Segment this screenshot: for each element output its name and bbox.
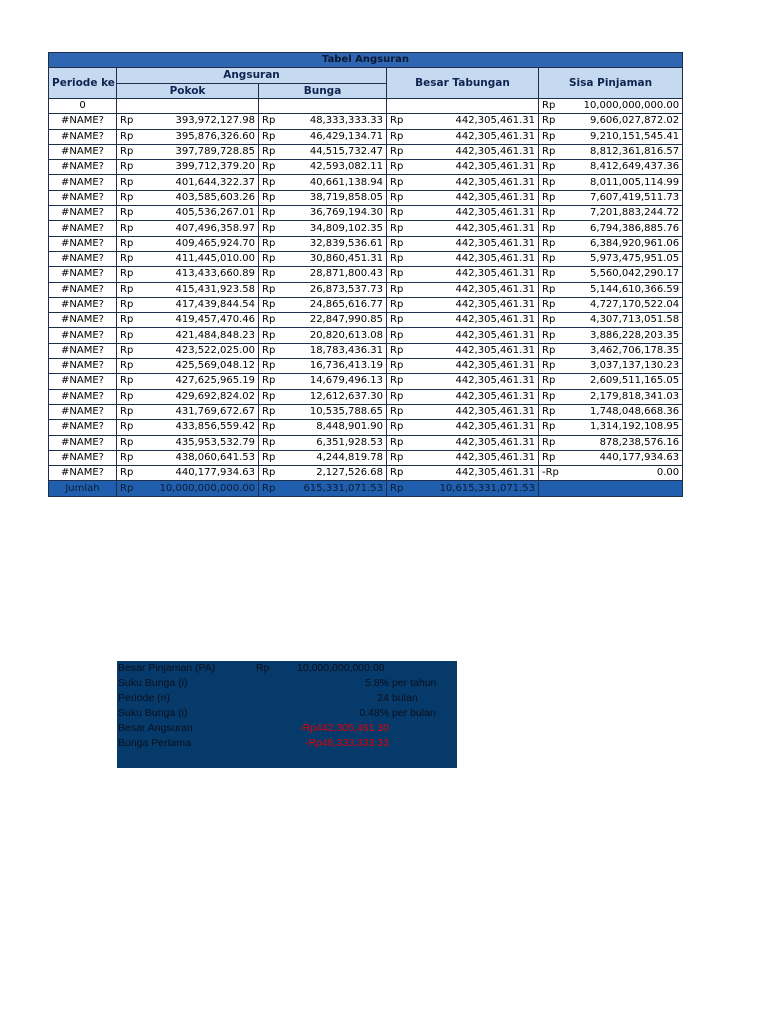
currency-cell: Rp <box>117 221 147 236</box>
bunga-tahun-unit: per tahun <box>392 677 437 689</box>
currency-cell: Rp <box>259 114 289 129</box>
currency-cell: Rp <box>117 389 147 404</box>
periode-cell: #NAME? <box>49 221 117 236</box>
pinjaman-currency: Rp <box>256 662 270 674</box>
currency-cell: Rp <box>539 359 569 374</box>
summary-row-pinjaman <box>117 661 457 676</box>
summary-row-bunga-bulan <box>117 706 457 721</box>
pokok-cell: 429,692,824.02 <box>147 389 259 404</box>
bunga-cell: 16,736,413.19 <box>289 359 387 374</box>
currency-cell: Rp <box>387 129 417 144</box>
pokok-cell: 435,953,532.79 <box>147 435 259 450</box>
tabungan-cell: 442,305,461.31 <box>417 267 539 282</box>
header-bunga: Bunga <box>259 83 387 99</box>
sisa-cell: 0.00 <box>569 466 683 481</box>
bunga-bulan-label: Suku Bunga (i) <box>118 707 188 719</box>
sisa-cell: 440,177,934.63 <box>569 450 683 465</box>
currency-cell: Rp <box>387 175 417 190</box>
periode-cell: #NAME? <box>49 359 117 374</box>
sisa-cell: 3,462,706,178.35 <box>569 343 683 358</box>
tabungan-cell: 442,305,461.31 <box>417 435 539 450</box>
angsuran-value: -Rp442,305,461.30 <box>299 722 389 734</box>
empty-cell <box>387 99 539 114</box>
periode-cell: #NAME? <box>49 435 117 450</box>
sisa-cell: 9,210,151,545.41 <box>569 129 683 144</box>
pokok-cell: 415,431,923.58 <box>147 282 259 297</box>
currency-cell: Rp <box>387 236 417 251</box>
sisa-cell: 2,609,511,165.05 <box>569 374 683 389</box>
currency-cell: Rp <box>539 99 569 114</box>
currency-cell: Rp <box>539 420 569 435</box>
currency-cell: Rp <box>117 267 147 282</box>
currency-cell: Rp <box>117 328 147 343</box>
periode-cell: #NAME? <box>49 236 117 251</box>
bunga-cell: 42,593,082.11 <box>289 160 387 175</box>
currency-cell: Rp <box>117 236 147 251</box>
bunga-cell: 8,448,901.90 <box>289 420 387 435</box>
currency-cell: Rp <box>539 435 569 450</box>
currency-cell: Rp <box>539 160 569 175</box>
currency-cell: Rp <box>259 221 289 236</box>
pokok-cell: 431,769,672.67 <box>147 404 259 419</box>
periode-cell: #NAME? <box>49 190 117 205</box>
currency-cell: Rp <box>259 450 289 465</box>
total-label: Jumlah <box>49 481 117 497</box>
bunga-cell: 12,612,637.30 <box>289 389 387 404</box>
table-row <box>49 313 683 328</box>
pokok-cell: 399,712,379.20 <box>147 160 259 175</box>
currency-cell: Rp <box>387 144 417 159</box>
currency-cell: Rp <box>387 282 417 297</box>
currency-cell: Rp <box>117 435 147 450</box>
currency-cell: Rp <box>539 343 569 358</box>
currency-cell: Rp <box>117 359 147 374</box>
angsuran-label: Besar Angsuran <box>118 722 193 734</box>
currency-cell: Rp <box>259 359 289 374</box>
currency-cell: Rp <box>539 190 569 205</box>
tabungan-cell: 442,305,461.31 <box>417 343 539 358</box>
table-title: Tabel Angsuran <box>49 53 683 68</box>
currency-cell: Rp <box>539 297 569 312</box>
total-row <box>49 481 683 497</box>
currency-cell: Rp <box>387 251 417 266</box>
currency-cell: Rp <box>259 236 289 251</box>
bunga-bulan-unit: per bulan <box>392 707 436 719</box>
sisa-cell: 5,560,042,290.17 <box>569 267 683 282</box>
periode-cell: #NAME? <box>49 328 117 343</box>
currency-cell: Rp <box>387 389 417 404</box>
bunga-cell: 22,847,990.85 <box>289 313 387 328</box>
pokok-cell: 433,856,559.42 <box>147 420 259 435</box>
pokok-cell: 423,522,025.00 <box>147 343 259 358</box>
currency-cell: Rp <box>259 466 289 481</box>
currency-cell: Rp <box>387 420 417 435</box>
currency-cell: Rp <box>259 267 289 282</box>
currency-cell: Rp <box>117 251 147 266</box>
currency-cell: Rp <box>387 297 417 312</box>
sisa-cell: 878,238,576.16 <box>569 435 683 450</box>
currency-cell: Rp <box>539 313 569 328</box>
total-pokok: 10,000,000,000.00 <box>147 481 259 497</box>
table-row <box>49 420 683 435</box>
currency-cell: Rp <box>117 343 147 358</box>
tabungan-cell: 442,305,461.31 <box>417 374 539 389</box>
bunga-cell: 20,820,613.08 <box>289 328 387 343</box>
table-row <box>49 374 683 389</box>
currency-cell: Rp <box>259 206 289 221</box>
currency-cell: Rp <box>117 374 147 389</box>
periode-cell: #NAME? <box>49 144 117 159</box>
summary-row-bunga-tahun <box>117 676 457 691</box>
periode-cell: #NAME? <box>49 420 117 435</box>
total-bunga: 615,331,071.53 <box>289 481 387 497</box>
table-row <box>49 404 683 419</box>
pokok-cell: 401,644,322.37 <box>147 175 259 190</box>
periode-cell: #NAME? <box>49 251 117 266</box>
pokok-cell: 397,789,728.85 <box>147 144 259 159</box>
periode-cell: #NAME? <box>49 389 117 404</box>
sisa-cell: 6,384,920,961.06 <box>569 236 683 251</box>
loan-summary-panel <box>117 661 457 768</box>
bunga-tahun-label: Suku Bunga (i) <box>118 677 188 689</box>
sisa-cell: 10,000,000,000.00 <box>569 99 683 114</box>
currency-cell: Rp <box>387 466 417 481</box>
table-row <box>49 435 683 450</box>
bunga-cell: 30,860,451.31 <box>289 251 387 266</box>
tabungan-cell: 442,305,461.31 <box>417 328 539 343</box>
bunga-cell: 32,839,536.61 <box>289 236 387 251</box>
currency-cell: Rp <box>259 435 289 450</box>
periode-cell: #NAME? <box>49 297 117 312</box>
periode-cell: #NAME? <box>49 374 117 389</box>
sisa-cell: 8,812,361,816.57 <box>569 144 683 159</box>
pokok-cell: 419,457,470.46 <box>147 313 259 328</box>
currency-cell: Rp <box>259 160 289 175</box>
currency-cell: Rp <box>259 343 289 358</box>
pokok-cell: 425,569,048.12 <box>147 359 259 374</box>
currency-cell: Rp <box>117 114 147 129</box>
currency-cell: Rp <box>259 420 289 435</box>
table-row <box>49 144 683 159</box>
tabungan-cell: 442,305,461.31 <box>417 420 539 435</box>
tabungan-cell: 442,305,461.31 <box>417 114 539 129</box>
periode-label: Periode (n) <box>118 692 170 704</box>
currency-cell: Rp <box>539 282 569 297</box>
table-row <box>49 389 683 404</box>
currency-cell: Rp <box>387 114 417 129</box>
header-periode: Periode ke <box>49 68 117 99</box>
currency-cell: Rp <box>539 114 569 129</box>
tabungan-cell: 442,305,461.31 <box>417 282 539 297</box>
tabungan-cell: 442,305,461.31 <box>417 175 539 190</box>
currency-cell: Rp <box>387 206 417 221</box>
currency-cell: Rp <box>387 374 417 389</box>
tabungan-cell: 442,305,461.31 <box>417 404 539 419</box>
periode-cell: #NAME? <box>49 129 117 144</box>
currency-cell: Rp <box>259 282 289 297</box>
currency-cell: Rp <box>539 236 569 251</box>
periode-cell: #NAME? <box>49 404 117 419</box>
currency-cell: Rp <box>539 450 569 465</box>
bunga-cell: 10,535,788.65 <box>289 404 387 419</box>
tabungan-cell: 442,305,461.31 <box>417 251 539 266</box>
table-row <box>49 129 683 144</box>
currency-cell: Rp <box>387 160 417 175</box>
currency-cell: Rp <box>539 221 569 236</box>
currency-cell: Rp <box>539 144 569 159</box>
sisa-cell: 3,886,228,203.35 <box>569 328 683 343</box>
header-angsuran: Angsuran <box>117 68 387 84</box>
bunga-tahun-value: 5.8% <box>365 677 389 689</box>
pokok-cell: 405,536,267.01 <box>147 206 259 221</box>
angsuran-table <box>48 52 683 497</box>
periode-cell: #NAME? <box>49 466 117 481</box>
summary-row-angsuran <box>117 721 457 736</box>
bunga-cell: 26,873,537.73 <box>289 282 387 297</box>
sisa-cell: 1,748,048,668.36 <box>569 404 683 419</box>
currency-cell: Rp <box>117 450 147 465</box>
empty-cell <box>539 481 683 497</box>
bunga-cell: 24,865,616.77 <box>289 297 387 312</box>
table-row <box>49 466 683 481</box>
periode-cell: #NAME? <box>49 313 117 328</box>
currency-cell: Rp <box>259 144 289 159</box>
periode-cell: #NAME? <box>49 114 117 129</box>
currency-cell: Rp <box>539 404 569 419</box>
header-besar-tabungan: Besar Tabungan <box>387 68 539 99</box>
bunga-cell: 46,429,134.71 <box>289 129 387 144</box>
currency-cell: Rp <box>259 328 289 343</box>
sisa-cell: 2,179,818,341.03 <box>569 389 683 404</box>
currency-cell: Rp <box>117 282 147 297</box>
sisa-cell: 5,144,610,366.59 <box>569 282 683 297</box>
table-row <box>49 359 683 374</box>
bunga-cell: 34,809,102.35 <box>289 221 387 236</box>
table-row <box>49 236 683 251</box>
currency-cell: Rp <box>387 435 417 450</box>
currency-cell: Rp <box>259 374 289 389</box>
periode-cell: #NAME? <box>49 160 117 175</box>
tabungan-cell: 442,305,461.31 <box>417 313 539 328</box>
tabungan-cell: 442,305,461.31 <box>417 144 539 159</box>
bunga-cell: 38,719,858.05 <box>289 190 387 205</box>
tabungan-cell: 442,305,461.31 <box>417 190 539 205</box>
currency-cell: Rp <box>387 221 417 236</box>
tabungan-cell: 442,305,461.31 <box>417 466 539 481</box>
sisa-cell: 6,794,386,885.76 <box>569 221 683 236</box>
periode-value: 24 <box>377 692 389 704</box>
table-row <box>49 282 683 297</box>
pokok-cell: 411,445,010.00 <box>147 251 259 266</box>
currency-cell: Rp <box>117 175 147 190</box>
currency-cell: Rp <box>259 389 289 404</box>
bunga-cell: 44,515,732.47 <box>289 144 387 159</box>
sisa-cell: 4,307,713,051.58 <box>569 313 683 328</box>
empty-cell <box>259 99 387 114</box>
bunga-pertama-value: -Rp48,333,333.33 <box>304 737 389 749</box>
table-row <box>49 175 683 190</box>
table-row <box>49 160 683 175</box>
periode-cell: #NAME? <box>49 450 117 465</box>
bunga-cell: 48,333,333.33 <box>289 114 387 129</box>
currency-cell: Rp <box>259 251 289 266</box>
currency-cell: Rp <box>117 129 147 144</box>
table-row <box>49 450 683 465</box>
pokok-cell: 421,484,848.23 <box>147 328 259 343</box>
currency-cell: Rp <box>387 313 417 328</box>
currency-cell: Rp <box>539 175 569 190</box>
bunga-cell: 40,661,138.94 <box>289 175 387 190</box>
currency-cell: Rp <box>539 389 569 404</box>
currency-cell: Rp <box>259 129 289 144</box>
bunga-cell: 18,783,436.31 <box>289 343 387 358</box>
currency-cell: Rp <box>117 466 147 481</box>
periode-cell: #NAME? <box>49 175 117 190</box>
tabungan-cell: 442,305,461.31 <box>417 221 539 236</box>
summary-row-bunga-pertama <box>117 736 457 751</box>
summary-row-periode <box>117 691 457 706</box>
tabungan-cell: 442,305,461.31 <box>417 450 539 465</box>
currency-cell: Rp <box>117 313 147 328</box>
pokok-cell: 413,433,660.89 <box>147 267 259 282</box>
currency-cell: Rp <box>387 190 417 205</box>
periode-cell: 0 <box>49 99 117 114</box>
table-row <box>49 221 683 236</box>
currency-cell: -Rp <box>539 466 569 481</box>
currency-cell: Rp <box>117 481 147 497</box>
sisa-cell: 7,607,419,511.73 <box>569 190 683 205</box>
sisa-cell: 7,201,883,244.72 <box>569 206 683 221</box>
currency-cell: Rp <box>539 267 569 282</box>
header-pokok: Pokok <box>117 83 259 99</box>
sisa-cell: 8,412,649,437.36 <box>569 160 683 175</box>
currency-cell: Rp <box>117 160 147 175</box>
currency-cell: Rp <box>539 374 569 389</box>
tabungan-cell: 442,305,461.31 <box>417 389 539 404</box>
tabungan-cell: 442,305,461.31 <box>417 160 539 175</box>
pokok-cell: 403,585,603.26 <box>147 190 259 205</box>
header-sisa-pinjaman: Sisa Pinjaman <box>539 68 683 99</box>
total-tabungan: 10,615,331,071.53 <box>417 481 539 497</box>
currency-cell: Rp <box>259 190 289 205</box>
tabungan-cell: 442,305,461.31 <box>417 129 539 144</box>
currency-cell: Rp <box>259 404 289 419</box>
bunga-cell: 6,351,928.53 <box>289 435 387 450</box>
bunga-cell: 14,679,496.13 <box>289 374 387 389</box>
table-row <box>49 297 683 312</box>
tabungan-cell: 442,305,461.31 <box>417 359 539 374</box>
pinjaman-label: Besar Pinjaman (PA) <box>118 662 216 674</box>
pokok-cell: 438,060,641.53 <box>147 450 259 465</box>
pokok-cell: 393,972,127.98 <box>147 114 259 129</box>
pokok-cell: 427,625,965.19 <box>147 374 259 389</box>
currency-cell: Rp <box>259 481 289 497</box>
periode-unit: bulan <box>392 692 418 704</box>
periode-cell: #NAME? <box>49 267 117 282</box>
bunga-bulan-value: 0.48% <box>359 707 389 719</box>
pokok-cell: 440,177,934.63 <box>147 466 259 481</box>
bunga-cell: 36,769,194.30 <box>289 206 387 221</box>
empty-cell <box>117 99 259 114</box>
pokok-cell: 409,465,924.70 <box>147 236 259 251</box>
tabungan-cell: 442,305,461.31 <box>417 236 539 251</box>
table-row <box>49 328 683 343</box>
currency-cell: Rp <box>387 267 417 282</box>
bunga-cell: 2,127,526.68 <box>289 466 387 481</box>
bunga-cell: 4,244,819.78 <box>289 450 387 465</box>
table-row-initial <box>49 99 683 114</box>
currency-cell: Rp <box>387 359 417 374</box>
periode-cell: #NAME? <box>49 282 117 297</box>
periode-cell: #NAME? <box>49 343 117 358</box>
currency-cell: Rp <box>117 297 147 312</box>
table-row <box>49 267 683 282</box>
table-row <box>49 114 683 129</box>
table-row <box>49 251 683 266</box>
table-row <box>49 206 683 221</box>
sisa-cell: 1,314,192,108.95 <box>569 420 683 435</box>
currency-cell: Rp <box>387 481 417 497</box>
bunga-cell: 28,871,800.43 <box>289 267 387 282</box>
table-row <box>49 190 683 205</box>
currency-cell: Rp <box>259 297 289 312</box>
sisa-cell: 3,037,137,130.23 <box>569 359 683 374</box>
currency-cell: Rp <box>387 328 417 343</box>
sisa-cell: 8,011,005,114.99 <box>569 175 683 190</box>
currency-cell: Rp <box>117 206 147 221</box>
sisa-cell: 5,973,475,951.05 <box>569 251 683 266</box>
tabungan-cell: 442,305,461.31 <box>417 206 539 221</box>
currency-cell: Rp <box>387 450 417 465</box>
currency-cell: Rp <box>539 206 569 221</box>
currency-cell: Rp <box>539 129 569 144</box>
pinjaman-value: 10,000,000,000.00 <box>297 662 385 674</box>
currency-cell: Rp <box>387 343 417 358</box>
tabungan-cell: 442,305,461.31 <box>417 297 539 312</box>
bunga-pertama-label: Bunga Pertama <box>118 737 191 749</box>
currency-cell: Rp <box>387 404 417 419</box>
pokok-cell: 407,496,358.97 <box>147 221 259 236</box>
periode-cell: #NAME? <box>49 206 117 221</box>
table-row <box>49 343 683 358</box>
table-body <box>49 99 683 481</box>
pokok-cell: 417,439,844.54 <box>147 297 259 312</box>
currency-cell: Rp <box>117 404 147 419</box>
pokok-cell: 395,876,326.60 <box>147 129 259 144</box>
sisa-cell: 9,606,027,872.02 <box>569 114 683 129</box>
currency-cell: Rp <box>539 328 569 343</box>
sisa-cell: 4,727,170,522.04 <box>569 297 683 312</box>
currency-cell: Rp <box>259 313 289 328</box>
currency-cell: Rp <box>259 175 289 190</box>
currency-cell: Rp <box>117 144 147 159</box>
currency-cell: Rp <box>117 420 147 435</box>
currency-cell: Rp <box>117 190 147 205</box>
currency-cell: Rp <box>539 251 569 266</box>
